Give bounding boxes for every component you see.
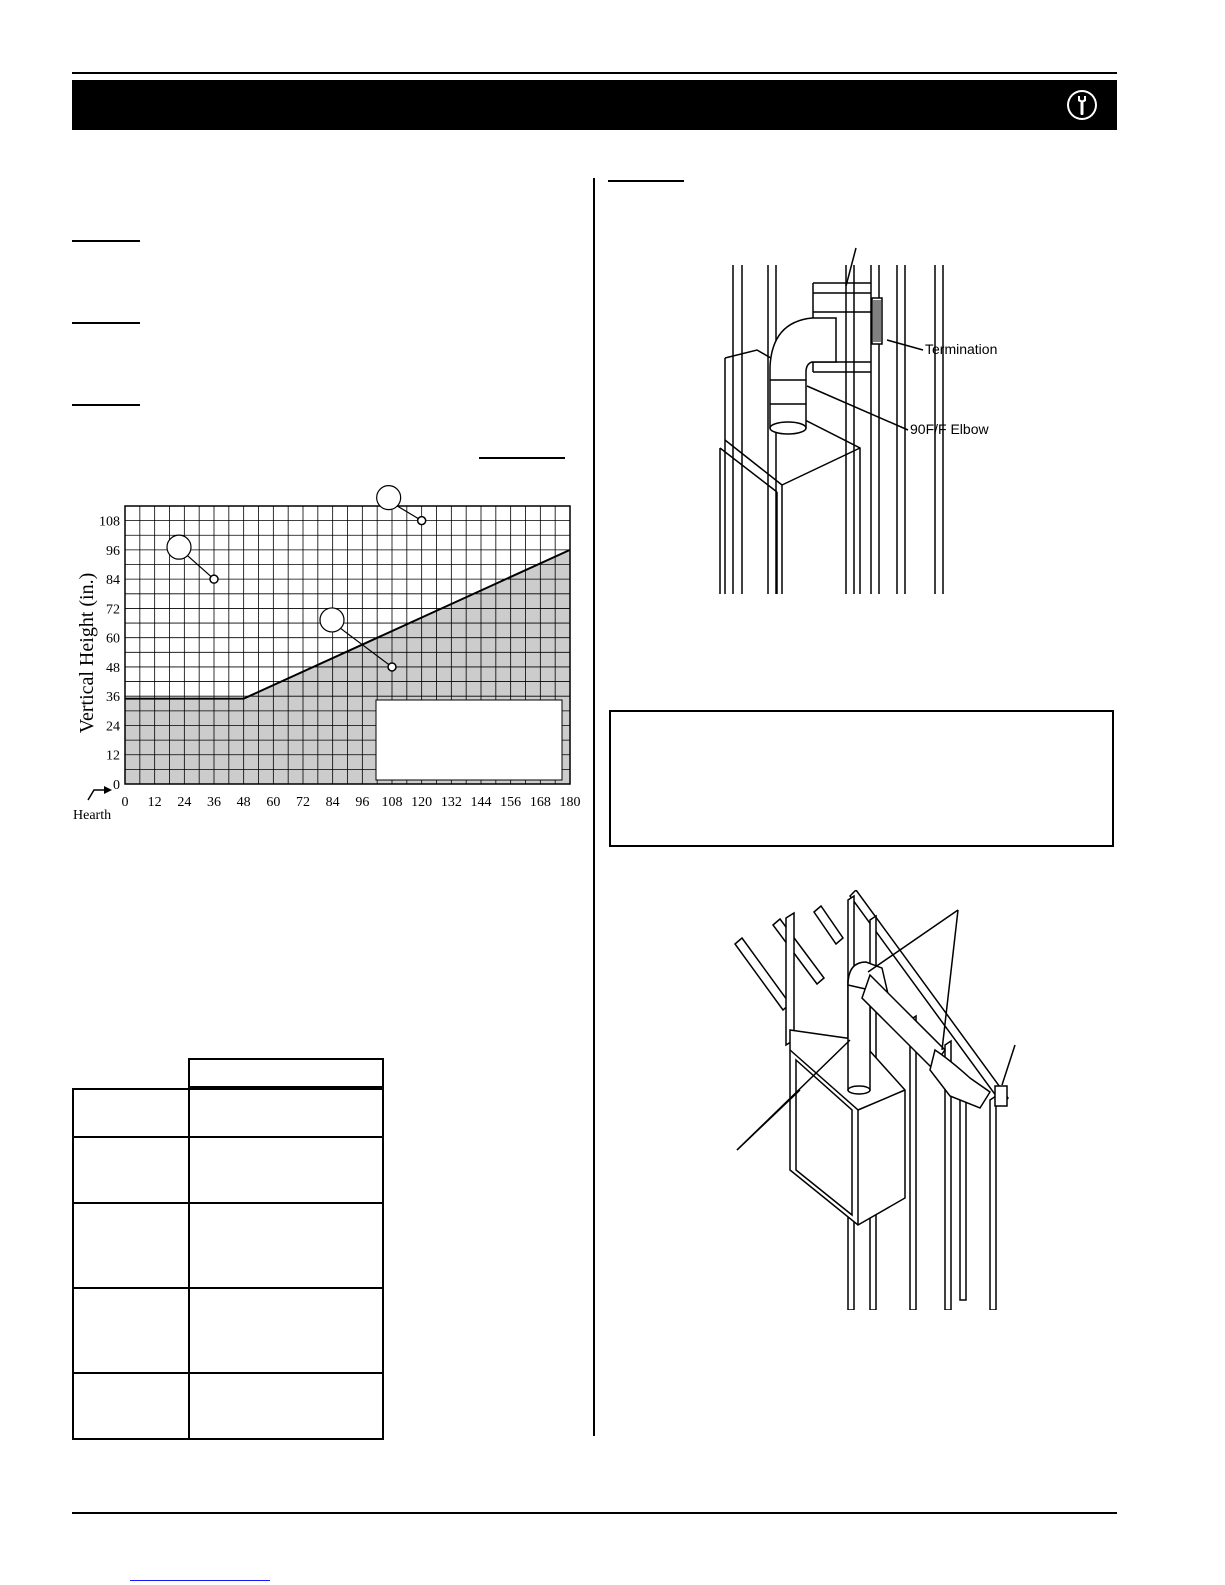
- x-tick-label: 120: [411, 795, 433, 810]
- table-cell: [72, 1088, 190, 1138]
- vent-height-chart: [60, 480, 590, 825]
- x-tick-label: 132: [440, 795, 462, 810]
- table-cell: [72, 1202, 190, 1289]
- x-tick-label: 72: [296, 795, 310, 810]
- x-tick-label: 12: [147, 795, 162, 810]
- framing-vent-figure: [725, 890, 1045, 1310]
- footer-link-underline[interactable]: [130, 1580, 270, 1581]
- y-tick-label: 72: [106, 602, 120, 618]
- section-rule: [72, 240, 140, 242]
- x-tick-label: 108: [381, 795, 403, 810]
- y-tick-label: 12: [106, 748, 120, 764]
- callout-circle: [167, 535, 191, 559]
- data-point: [210, 575, 218, 583]
- hearth-arrow-head: [104, 786, 112, 794]
- table-cell: [188, 1136, 384, 1204]
- section-rule: [72, 404, 140, 406]
- data-point: [388, 663, 396, 671]
- callout-circle: [377, 486, 401, 510]
- termination-label: Termination: [925, 341, 998, 357]
- callout-circle: [320, 608, 344, 632]
- x-tick-label: 0: [121, 795, 129, 810]
- top-rule: [72, 72, 1117, 74]
- x-tick-label: 60: [266, 795, 281, 810]
- section-rule: [479, 457, 565, 459]
- x-tick-label: 36: [207, 795, 221, 810]
- section-rule: [608, 180, 684, 182]
- y-tick-label: 48: [106, 660, 120, 676]
- table-cell: [188, 1287, 384, 1374]
- x-tick-label: 96: [355, 795, 370, 810]
- y-tick-label: 108: [99, 514, 120, 530]
- table-cell: [72, 1287, 190, 1374]
- hearth-label: Hearth: [73, 808, 112, 823]
- termination-elbow-figure: [700, 240, 1030, 595]
- y-axis-label: Vertical Height (in.): [76, 572, 98, 734]
- x-tick-label: 48: [236, 795, 251, 810]
- column-divider: [593, 178, 595, 1436]
- x-tick-label: 180: [559, 795, 581, 810]
- table-header-cell: [188, 1058, 384, 1088]
- data-point: [418, 517, 426, 525]
- y-tick-label: 96: [106, 543, 120, 559]
- table-cell: [188, 1372, 384, 1440]
- table-cell: [188, 1202, 384, 1289]
- x-tick-label: 156: [500, 795, 522, 810]
- section-rule: [72, 322, 140, 324]
- y-tick-label: 36: [106, 690, 120, 706]
- y-tick-label: 60: [106, 631, 120, 647]
- note-box: [609, 710, 1114, 847]
- wrench-icon: [1066, 89, 1098, 121]
- x-tick-label: 24: [177, 795, 192, 810]
- x-tick-label: 84: [325, 795, 340, 810]
- footer-rule: [72, 1512, 1117, 1514]
- y-tick-label: 0: [113, 778, 120, 793]
- table-cell: [72, 1136, 190, 1204]
- hearth-arrow: [88, 790, 104, 800]
- table-cell: [188, 1088, 384, 1138]
- x-tick-label: 168: [529, 795, 551, 810]
- callout-leader: [187, 555, 214, 579]
- x-tick-label: 144: [470, 795, 492, 810]
- table-cell: [72, 1372, 190, 1440]
- y-tick-label: 84: [106, 573, 120, 589]
- elbow-label: 90F/F Elbow: [910, 421, 989, 437]
- section-header-bar: [72, 80, 1117, 130]
- y-tick-label: 24: [106, 719, 120, 735]
- legend-box: [376, 700, 562, 780]
